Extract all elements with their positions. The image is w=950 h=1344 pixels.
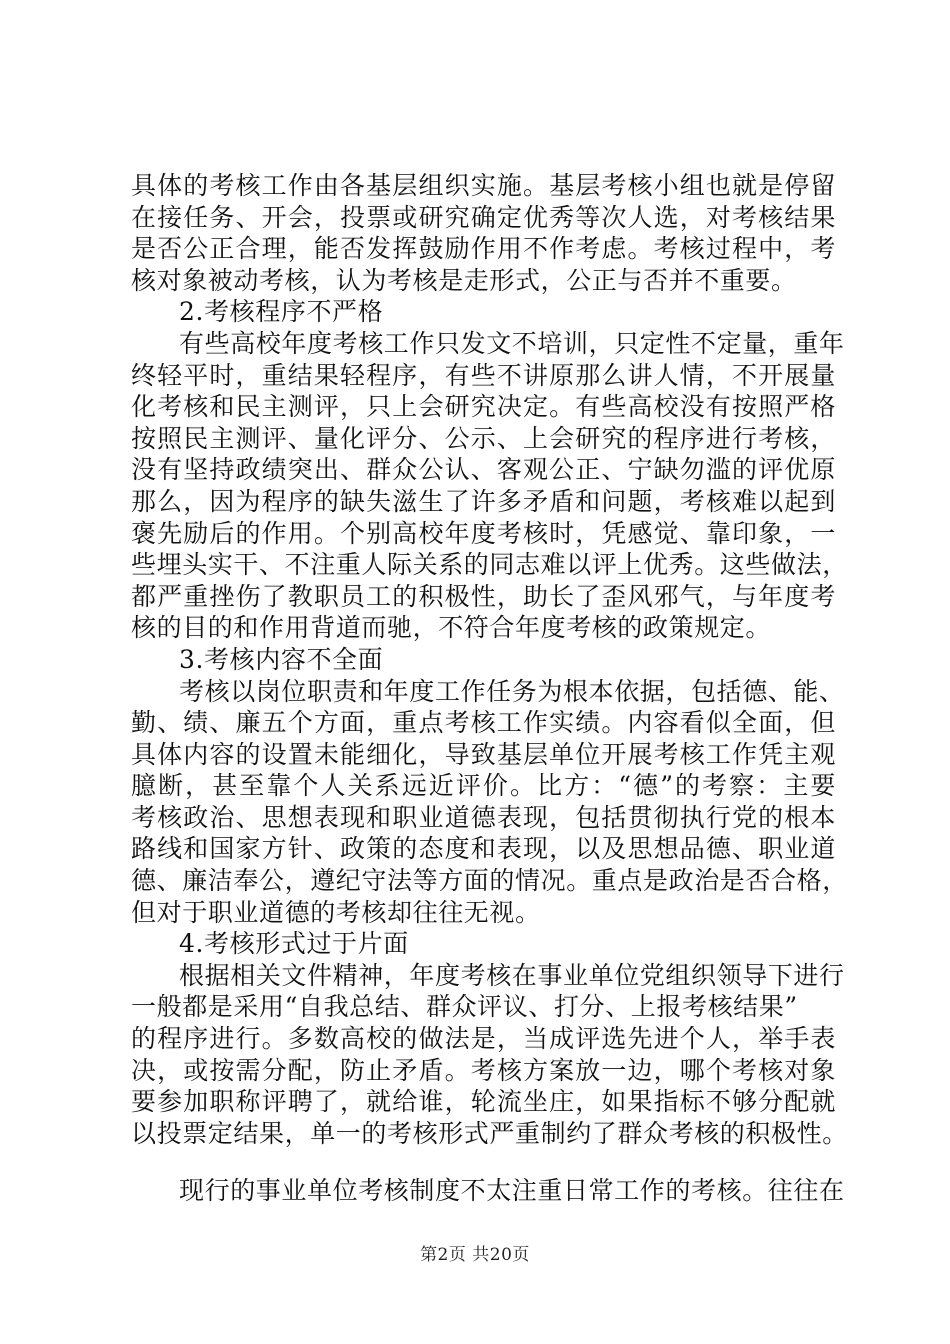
text-line: 核的目的和作用背道而驰，不符合年度考核的政策规定。: [131, 613, 772, 643]
text-line: 没有坚持政绩突出、群众公认、客观公正、宁缺勿滥的评优原: [131, 455, 836, 485]
text-line: 的程序进行。多数高校的做法是，当成评选先进个人，举手表: [131, 1024, 836, 1054]
text-line: 臆断，甚至靠个人关系远近评价。比方：“德”的考察：主要: [131, 771, 836, 801]
text-line: 具体的考核工作由各基层组织实施。基层考核小组也就是停留: [131, 171, 836, 200]
text-line: 根据相关文件精神，年度考核在事业单位党组织领导下进行: [179, 960, 845, 990]
text-line: 化考核和民主测评，只上会研究决定。有些高校没有按照严格: [131, 392, 836, 422]
paragraph-gap: [131, 1149, 836, 1175]
page-number-footer: 第2页 共20页: [420, 1245, 530, 1265]
text-line: 按照民主测评、量化评分、公示、上会研究的程序进行考核，: [131, 423, 836, 453]
text-line: 决，或按需分配，防止矛盾。考核方案放一边，哪个考核对象: [131, 1055, 836, 1085]
text-line: 但对于职业道德的考核却往往无视。: [131, 897, 541, 927]
text-line: 些埋头实干、不注重人际关系的同志难以评上优秀。这些做法，: [131, 550, 848, 580]
text-line: 是否公正合理，能否发挥鼓励作用不作考虑。考核过程中，考: [131, 234, 836, 264]
text-line: 考核以岗位职责和年度工作任务为根本依据，包括德、能、: [179, 676, 845, 706]
section-heading: 4.考核形式过于片面: [179, 929, 409, 959]
text-line: 以投票定结果，单一的考核形式严重制约了群众考核的积极性。: [131, 1118, 848, 1148]
body-text: [131, 170, 848, 1207]
text-line: 终轻平时，重结果轻程序，有些不讲原那么讲人情，不开展量: [131, 360, 836, 390]
text-line: 德、廉洁奉公，遵纪守法等方面的情况。重点是政治是否合格，: [131, 866, 848, 896]
text-line: 现行的事业单位考核制度不太注重日常工作的考核。往往在: [179, 1176, 845, 1206]
text-line: 那么，因为程序的缺失滋生了许多矛盾和问题，考核难以起到: [131, 486, 836, 516]
text-line: 褒先励后的作用。个别高校年度考核时，凭感觉、靠印象，一: [131, 518, 836, 548]
text-line: 具体内容的设置未能细化，导致基层单位开展考核工作凭主观: [131, 739, 836, 769]
section-heading: 3.考核内容不全面: [179, 644, 384, 674]
section-heading: 2.考核程序不严格: [179, 297, 384, 327]
text-line: 要参加职称评聘了，就给谁，轮流坐庄，如果指标不够分配就: [131, 1087, 836, 1117]
text-line: 有些高校年度考核工作只发文不培训，只定性不定量，重年: [179, 328, 845, 358]
text-line: 核对象被动考核，认为考核是走形式，公正与否并不重要。: [131, 265, 797, 295]
text-line: 一般都是采用“自我总结、群众评议、打分、上报考核结果”: [131, 992, 798, 1022]
text-line: 考核政治、思想表现和职业道德表现，包括贯彻执行党的根本: [131, 802, 836, 832]
text-line: 在接任务、开会，投票或研究确定优秀等次人选，对考核结果: [131, 202, 836, 232]
text-line: 都严重挫伤了教职员工的积极性，助长了歪风邪气，与年度考: [131, 581, 836, 611]
text-line: 路线和国家方针、政策的态度和表现，以及思想品德、职业道: [131, 834, 836, 864]
text-line: 勤、绩、廉五个方面，重点考核工作实绩。内容看似全面，但: [131, 708, 836, 738]
